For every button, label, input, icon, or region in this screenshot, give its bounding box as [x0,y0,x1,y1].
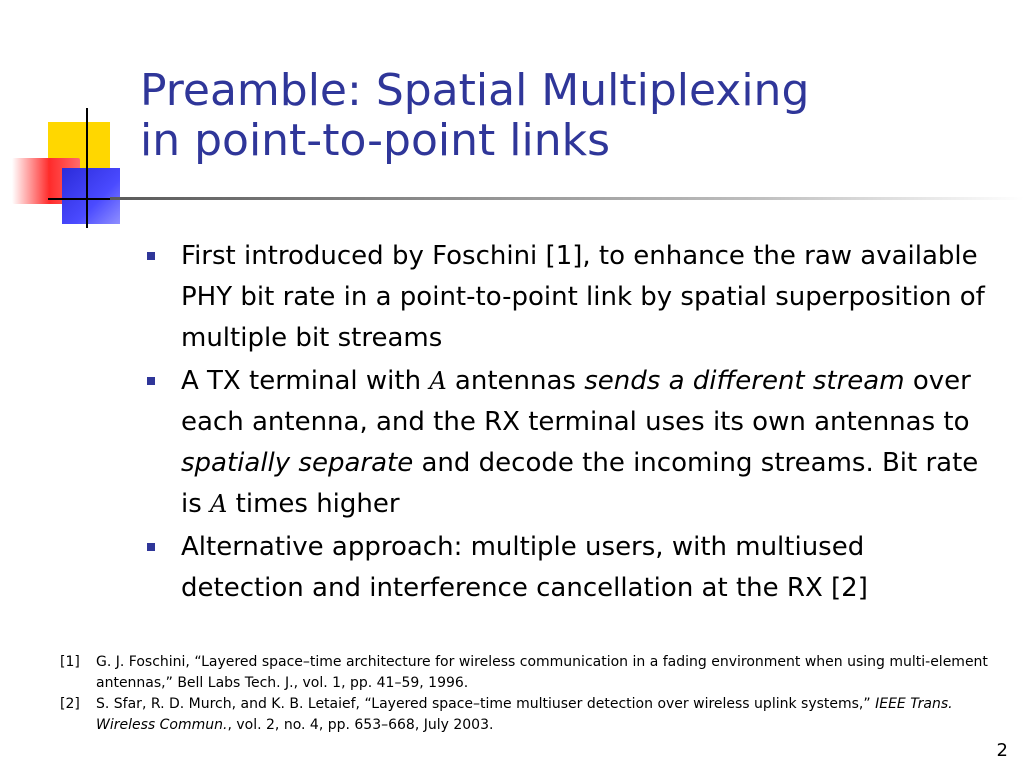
reference-text: G. J. Foschini, “Layered space–time architecture for wireless communication in a fading environment when using multi-element antennas,” Bell Labs Tech. J., vol. 1, pp. 41–59, 1996. [96,654,988,691]
reference-journal: IEEE Trans. Wireless Commun. [96,696,953,733]
bullet-list [145,236,985,611]
bullet-text: First introduced by Foschini [1], to enhance the raw available PHY bit rate in a point-to-point link by spatial superposition of multiple bit streams [181,241,985,353]
bullet-text: antennas [446,366,585,396]
slide-title [140,66,1000,166]
bullet-text: over each antenna, and the RX terminal uses its own antennas to [181,366,971,437]
bullet-text: A TX terminal with [181,366,430,396]
bullet-text: Alternative approach: multiple users, with multiused detection and interference cancellation at the RX [2] [181,532,868,603]
bullet-text: times higher [227,489,400,519]
bullet-item [145,236,985,359]
emphasis-text: sends a different stream [584,366,905,396]
antenna-count-symbol: A [429,367,447,395]
decorative-logo [0,100,150,230]
title-line-2: in point-to-point links [140,115,610,166]
bullet-text: and decode the incoming streams. Bit rate is [181,448,979,519]
title-divider [110,197,1024,200]
bullet-item [145,527,985,609]
reference-number: [1] [60,654,80,670]
reference-text: , vol. 2, no. 4, pp. 653–668, July 2003. [227,717,494,733]
bullet-marker-icon [147,252,155,260]
reference-text: S. Sfar, R. D. Murch, and K. B. Letaief, “Layered space–time multiuser detection over wireless uplink systems,” [96,696,876,712]
page-number: 2 [996,740,1008,761]
reference-number: [2] [60,696,80,712]
logo-blue-square [62,168,120,224]
antenna-count-symbol: A [210,490,228,518]
reference-item [60,694,990,736]
title-line-1: Preamble: Spatial Multiplexing [140,65,810,116]
bullet-item [145,361,985,525]
bullet-marker-icon [147,377,155,385]
bullet-marker-icon [147,543,155,551]
emphasis-text: spatially separate [181,448,414,478]
references [60,652,990,736]
reference-item [60,652,990,694]
logo-vertical-line [86,108,88,228]
